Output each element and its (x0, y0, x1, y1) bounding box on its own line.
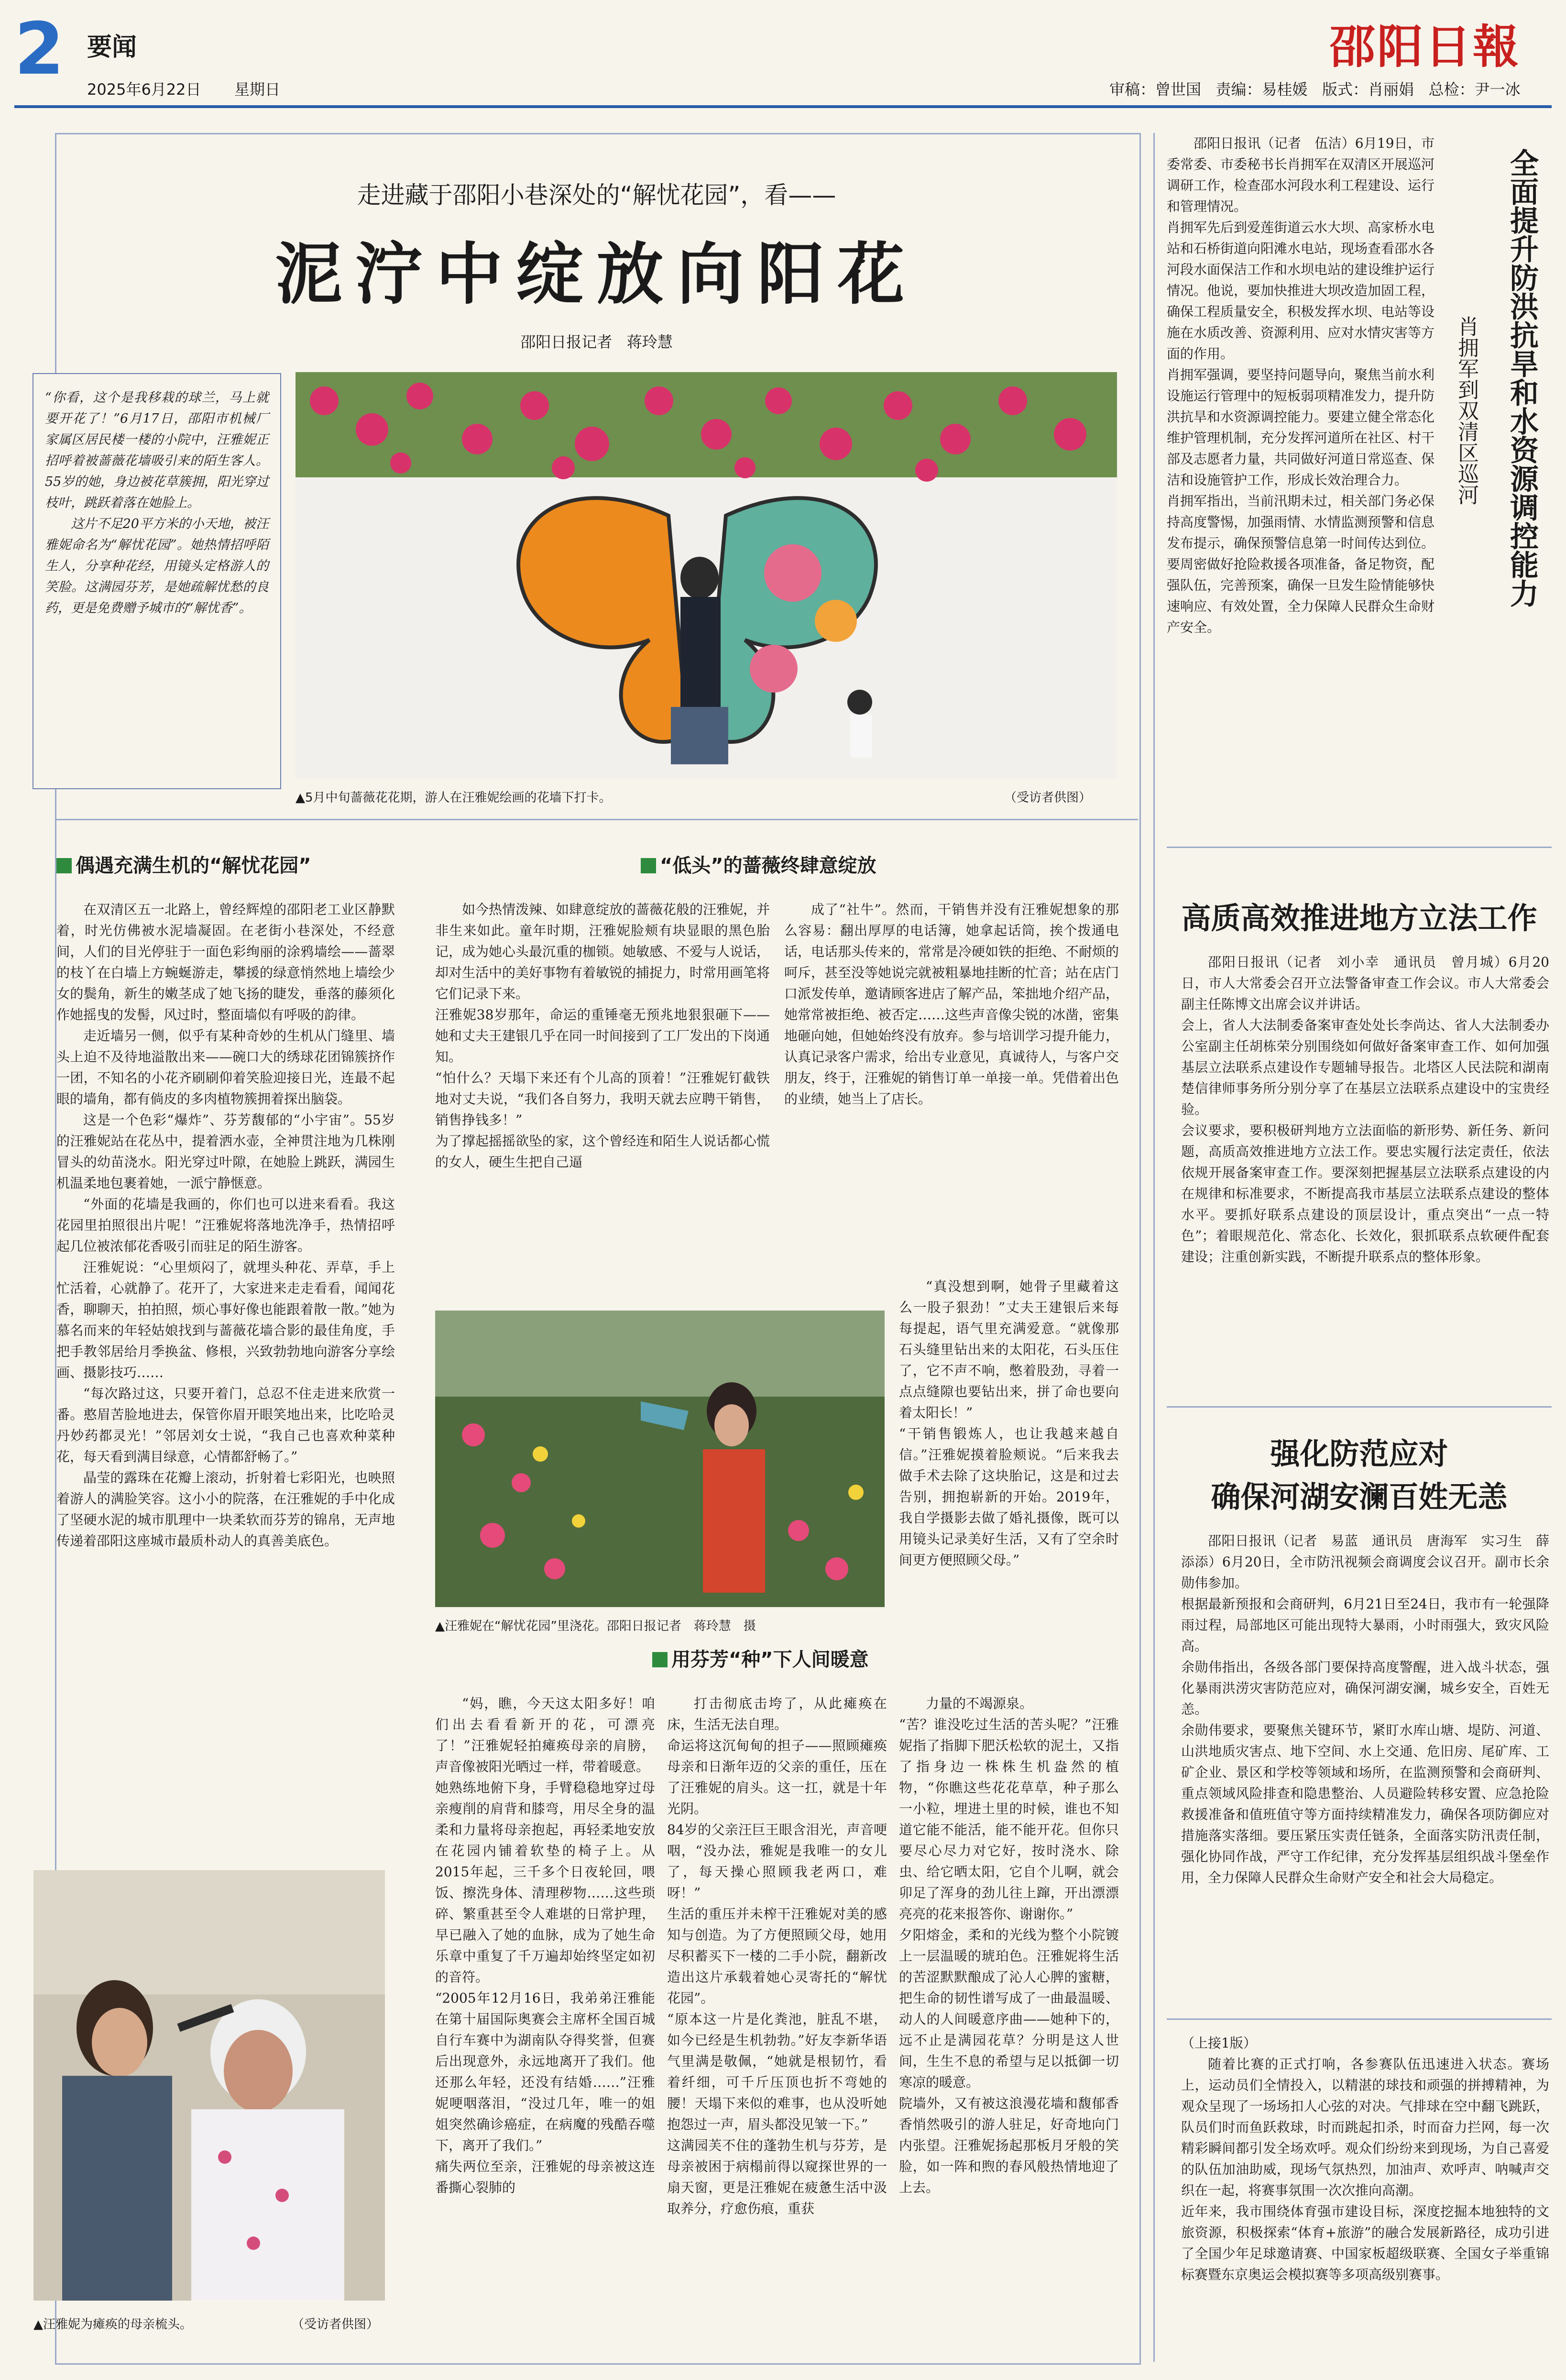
photo1-credit: （受访者供图） (1004, 791, 1092, 805)
sec1-p4: “外面的花墙是我画的，你们也可以进来看看。我这花园里拍照很出片呢！”汪雅妮将落地洗净手，热情招呼起几位被浓郁花香吸引而驻足的陌生游客。 (56, 1196, 395, 1254)
butterfly-wall-image (296, 372, 1117, 779)
right-column-rule (1153, 133, 1155, 2362)
issue-date: 2025年6月22日 (87, 80, 201, 99)
sec2-col-a: 如今热情泼辣、如肆意绽放的蔷薇花般的汪雅妮，并非生来如此。童年时期，汪雅妮脸颊有块显眼的黑色胎记，成为她心头最沉重的枷锁。她敏感、不爱与人说话，却对生活中的美好事物有着敏锐的捕捉力，时常用画笔将它们记录下来。 汪雅妮38岁那年，命运的重锤毫无预兆地狠狠砸下——她和丈夫王建银几乎在同一时间接到了工厂发出的下岗通知。 “怕什么？天塌下来还有个儿高的顶着！”汪雅妮钉截铁地对丈夫说，“我们各自努力，我明天就去应聘干销售，销售挣钱多！” 为了撑起摇摇欲坠的家，这个曾经连和陌生人说话都心慌的女人，硬生生把自己逼 (435, 902, 770, 1170)
sec2-col-b: 成了“社牛”。然而，干销售并没有汪雅妮想象的那么容易：翻出厚厚的电话簿，她拿起话筒，挨个拨通电话，电话那头传来的，常常是冷硬如铁的拒绝、不耐烦的呵斥，甚至没等她说完就被粗暴地挂断的忙音；站在店门口派发传单，邀请顾客进店了解产品，笨拙地介绍产品，她常常被拒绝、被否定……这些声音像尖锐的冰凿，密集地砸向她，但她始终没有放弃。参与培训学习提升能力，认真记录客户需求，给出专业意见，真诚待人，与客户交朋友，终于，汪雅妮的销售订单一单接一单。凭借着出色的业绩，她当上了店长。 (784, 902, 1119, 1107)
sec2-heading (641, 851, 876, 880)
editors-line: 审稿：曾世国 责编：易桂媛 版式：肖丽娟 总检：尹一冰 (1109, 80, 1521, 99)
sec3-heading (652, 1645, 869, 1674)
side3-title-line2: 确保河湖安澜百姓无恙 (1211, 1479, 1508, 1514)
side1-subtitle: 肖拥军到双清区巡河 (1454, 316, 1478, 505)
sec1-p5: 汪雅妮说：“心里烦闷了，就埋头种花、弄草，手上忙活着，心就静了。花开了，大家进来走走看看，闻闻花香，聊聊天，拍拍照，烦心事好像也能跟着散一散。”她为慕名而来的年轻姑娘找到与蔷薇花墙合影的最佳角度，手把手教邻居给月季换盆、修根，兴致勃勃地向游客分享绘画、摄影技巧…… (56, 1259, 395, 1380)
header-rule (14, 105, 1552, 108)
photo-watering-garden (435, 1311, 885, 1607)
sec2-col-b2: “真没想到啊，她骨子里藏着这么一股子狠劲！”丈夫王建银后来每每提起，语气里充满爱意。“就像那石头缝里钻出来的太阳花，石头压住了，它不声不响，憋着股劲，寻着一点点缝隙也要钻出来，拼了命也要向着太阳长！” “干销售锻炼人，也让我越来越自信。”汪雅妮摸着脸颊说。“后来我去做手术去除了这块胎记，这是和过去告别，拥抱崭新的开始。2019年，我自学摄影去做了婚礼摄像，既可以用镜头记录美好生活，又有了空余时间更方便照顾父母。” (899, 1278, 1119, 1568)
photo3-caption: ▲汪雅妮为瘫痪的母亲梳头。 (33, 2317, 192, 2332)
masthead: 邵阳日報 (1329, 20, 1521, 74)
intro-box (33, 373, 281, 789)
sec2-marker (641, 858, 656, 873)
sec1-heading (56, 851, 311, 880)
sec1-title: 偶遇充满生机的“解忧花园” (76, 855, 311, 877)
sec3-col-b: 打击彻底击垮了，从此瘫痪在床，生活无法自理。 命运将这沉甸甸的担子——照顾瘫痪母亲和日渐年迈的父亲的重任，压在了汪雅妮的肩头。这一扛，就是十年光阴。 84岁的父亲汪巨王眼含泪光，声音哽咽，“没办法，雅妮是我唯一的女儿了，每天操心照顾我老两口，难呀！” 生活的重压并未榨干汪雅妮对美的感知与创造。为了方便照顾父母，她用尽积蓄买下一楼的二手小院，翻新改造出这片承载着她心灵寄托的“解忧花园”。 “原本这一片是化粪池，脏乱不堪，如今已经是生机勃勃。”好友李新华语气里满是敬佩，“她就是根韧竹，看着纤细，可千斤压顶也折不弯她的腰！天塌下来似的难事，也从没听她抱怨过一声，眉头都没见皱一下。” 这满园芙不住的蓬勃生机与芬芳，是母亲被困于病榻前得以窥探世界的一扇天窗，更是汪雅妮在疲惫生活中汲取养分，疗愈伤痕，重获 (667, 1696, 887, 2216)
sec1-p3: 这是一个色彩“爆炸”、芬芳馥郁的“小宇宙”。55岁的汪雅妮站在花丛中，提着洒水壶，全神贯注地为几株刚冒头的幼苗浇水。阳光穿过叶隙，在她脸上跳跃，满园生机温柔地包裹着她，一派宁静惬意。 (56, 1112, 395, 1191)
combing-hair-image (33, 1870, 385, 2301)
photo-combing-hair (33, 1870, 385, 2301)
sec1-body (56, 899, 395, 1552)
sec1-p7: 晶莹的露珠在花瓣上滚动，折射着七彩阳光，也映照着游人的满脸笑容。这小小的院落，在汪雅妮的手中化成了坚硬水泥的城市肌理中一块柔软而芬芳的锦帛，无声地传递着邵阳这座城市最质朴动人的真善美底色。 (56, 1470, 395, 1549)
side2-divider (1167, 1406, 1552, 1408)
side3-body: 邵阳日报讯（记者 易蓝 通讯员 唐海军 实习生 薛添添）6月20日，全市防汛视频会商调度会议召开。副市长余勋伟参加。 根据最新预报和会商研判，6月21日至24日，我市有一轮强降雨过程，局部地区可能出现特大暴雨，小时雨强大，致灾风险高。 余勋伟指出，各级各部门要保持高度警醒，进入战斗状态，强化暴雨洪涝灾害防范应对，确保河湖安澜，城乡安全，百姓无恙。 余勋伟要求，要聚焦关键环节，紧盯水库山塘、堤防、河道、山洪地质灾害点、地下空间、水上交通、危旧房、尾矿库、工矿企业、景区和学校等领域和场所，在监测预警和会商研判、重点领域风险排查和隐患整治、人员避险转移安置、应急抢险救援准备和值班值守等方面持续精准发力，确保各项防御应对措施落实落细。要压紧压实责任链条，全面落实防汛责任制，强化协同作战，严守工作纪律，充分发挥基层组织战斗堡垒作用，全力保障人民群众生命财产安全和社会大局稳定。 (1181, 1533, 1549, 1885)
story-divider (55, 819, 1138, 820)
page-number: 2 (14, 8, 65, 91)
photo2-caption: ▲汪雅妮在“解忧花园”里浇花。邵阳日报记者 蒋玲慧 摄 (435, 1619, 756, 1633)
side3-title-line1: 强化防范应对 (1270, 1436, 1448, 1471)
side4-body: 随着比赛的正式打响，各参赛队伍迅速进入状态。赛场上，运动员们全情投入，以精湛的球技和顽强的拼搏精神，为观众呈现了一场场扣人心弦的对决。气排球在空中翻飞跳跃，队员们时而鱼跃救球，时而跳起扣杀，时而奋力拦网，每一次精彩瞬间都引发全场欢呼。观众们纷纷来到现场，为自己喜爱的队伍加油助威，现场气氛热烈，加油声、欢呼声、呐喊声交织在一起，将赛事氛围一次次推向高潮。 近年来，我市围绕体育强市建设目标，深度挖掘本地独特的文旅资源，积极探索“体育+旅游”的融合发展新路径，成功引进了全国少年足球邀请赛、中国家板超级联赛、全国女子举重锦标赛暨东京奥运会模拟赛等多项高级别赛事。 (1181, 2056, 1549, 2282)
watering-garden-image (435, 1311, 885, 1607)
sec1-p1: 在双清区五一北路上，曾经辉煌的邵阳老工业区静默着，时光仿佛被水泥墙凝固。在老街小巷深处，不经意间，人们的目光停驻于一面色彩绚丽的涂鸦墙绘——蔷翠的枝丫在白墙上方蜿蜒游走，攀援的绿意悄然地上墙绘少女的鬓角，新生的嫩茎成了她飞扬的睫发，垂落的藤须化作她摇曳的发髻，风过时，整面墙似有呼吸的韵律。 (56, 902, 395, 1023)
photo1-caption: ▲5月中旬蔷薇花花期，游人在汪雅妮绘画的花墙下打卡。 (296, 791, 612, 805)
main-title: 泥泞中绽放向阳花 (275, 235, 918, 314)
side2-title: 高质高效推进地方立法工作 (1181, 901, 1537, 936)
photo-butterfly-wall (296, 372, 1117, 779)
side2-body: 邵阳日报讯（记者 刘小幸 通讯员 曾月城）6月20日，市人大常委会召开立法警备审查工作会议。市人大常委会副主任陈博文出席会议并讲话。 会上，省人大法制委备案审查处处长李尚达、省人大法制委办公室副主任胡栋荣分别围绕如何做好备案审查工作、如何加强基层立法联系点建设作专题辅导报告。北塔区人民法院和湖南楚信律师事务所分别分享了在基层立法联系点建设中的宝贵经验。 会议要求，要积极研判地方立法面临的新形势、新任务、新问题，高质高效推进地方立法工作。要忠实履行法定责任，依法依规开展备案审查工作。要深刻把握基层立法联系点建设的内在规律和标准要求，不断提高我市基层立法联系点建设的整体水平。要抓好联系点建设的顶层设计，重点突出“一点一特色”；着眼规范化、常态化、长效化，狠抓联系点软硬件配套建设；注重创新实践，不断提升联系点的整体形象。 (1181, 954, 1549, 1265)
sec1-p6: “每次路过这，只要开着门，总忍不住走进来欣赏一番。憨眉苦脸地进去，保管你眉开眼笑地出来，比吃哈灵丹妙药都灵光！”邻居刘女士说，“我自己也喜欢种菜种花，每天看到满目绿意，心情都舒畅了。” (56, 1386, 395, 1465)
sec3-col-a: “妈，瞧，今天这太阳多好！咱们出去看看新开的花，可漂亮了！”汪雅妮轻拍瘫痪母亲的肩膀，声音像被阳光晒过一样，带着暖意。 她熟练地俯下身，手臂稳稳地穿过母亲瘦削的肩背和膝弯，用尽全身的温柔和力量将母亲抱起，再轻柔地安放在花园内铺着软垫的椅子上。从2015年起，三千多个日夜轮回，喂饭、擦洗身体、清理秽物……这些琐碎、繁重甚至令人难堪的日常护理，早已融入了她的血脉，成为了她生命乐章中重复了千万遍却始终坚定如初的音符。 “2005年12月16日，我弟弟汪雅能在第十届国际奥赛会主席杯全国百城自行车赛中为湖南队夺得奖誉，但赛后出现意外，永远地离开了我们。他还那么年轻，还没有结婚……”汪雅妮哽咽落泪，“没过几年，唯一的姐姐突然确诊癌症，在病魔的残酷吞噬下，离开了我们。” 痛失两位至亲，汪雅妮的母亲被这连番撕心裂肺的 (435, 1696, 655, 2195)
side1-divider (1167, 847, 1552, 848)
sec3-title: 用芬芳“种”下人间暖意 (671, 1649, 869, 1671)
sec3-col-c: 力量的不竭源泉。 “苦？谁没吃过生活的苦头呢？”汪雅妮指了指脚下肥沃松软的泥土，又指了指身边一株株生机盎然的植物，“你瞧这些花花草草，种子那么一小粒，埋进土里的时候，谁也不知道它能不能活，能不能开花。但你只要尽心尽力对它好，按时浇水、除虫、给它晒太阳，它自个儿啊，就会卯足了浑身的劲儿往上蹿，开出漂漂亮亮的花来报答你、谢谢你。” 夕阳熔金，柔和的光线为整个小院镀上一层温暖的琥珀色。汪雅妮将生活的苦涩默默酿成了沁人心脾的蜜糖，把生命的韧性谱写成了一曲最温暖、动人的人间暖意序曲——她种下的，远不止是满园花草？分明是这人世间，生生不息的希望与足以抵御一切寒凉的暖意。 院墙外，又有被这浪漫花墙和馥郁香香悄然吸引的游人驻足，好奇地向门内张望。汪雅妮扬起那板月牙般的笑脸，如一阵和煦的春风般热情地迎了上去。 (899, 1696, 1119, 2195)
side1-title: 全面提升防洪抗旱和水资源调控能力 (1505, 148, 1539, 607)
side4-jump: （上接1版） (1181, 2035, 1257, 2051)
sec2-title: “低头”的蔷薇终肆意绽放 (660, 855, 876, 877)
section-name: 要闻 (87, 33, 137, 62)
sec3-marker (652, 1652, 668, 1667)
sec1-p2: 走近墙另一侧，似乎有某种奇妙的生机从门缝里、墙头上迫不及待地溢散出来——碗口大的绣球花团锦簇挤作一团，不知名的小花齐刷刷仰着笑脸迎接日光，连最不起眼的墙角，都有倘皮的多肉植物簇拥着探出脑袋。 (56, 1028, 395, 1107)
sec1-marker (56, 858, 72, 873)
main-byline: 邵阳日报记者 蒋玲慧 (520, 333, 673, 351)
side1-body: 邵阳日报讯（记者 伍洁）6月19日，市委常委、市委秘书长肖拥军在双清区开展巡河调研工作，检查邵水河段水利工程建设、运行和管理情况。 肖拥军先后到爱莲街道云水大坝、高家桥水电站和石桥街道向阳滩水电站，现场查看邵水各河段水面保洁工作和水坝电站的建设维护运行情况。他说，要加快推进大坝改造加固工程，确保工程质量安全，积极发挥水坝、电站等设施在水质改善、资源利用、应对水情灾害等方面的作用。 肖拥军强调，要坚持问题导向，聚焦当前水利设施运行管理中的短板弱项精准发力，提升防洪抗旱和水资源调控能力。要建立健全常态化维护管理机制，充分发挥河道所在社区、村干部及志愿者力量，共同做好河道日常巡查、保洁和设施管护工作，形成长效治理合力。 肖拥军指出，当前汛期未过，相关部门务必保持高度警惕，加强雨情、水情监测预警和信息发布提示，确保预警信息第一时间传达到位。要周密做好抢险救援各项准备，备足物资，配强队伍，完善预案，确保一旦发生险情能够快速响应、有效处置，全力保障人民群众生命财产安全。 (1167, 135, 1435, 635)
side3-divider (1167, 2018, 1552, 2020)
weekday: 星期日 (234, 80, 281, 99)
intro-text: “你看，这个是我移栽的球兰，马上就要开花了！”6月17日，邵阳市机械厂家属区居民楼一楼的小院中，汪雅妮正招呼着被蔷薇花墙吸引来的陌生客人。55岁的她，身边被花草簇拥，阳光穿过枝叶，跳跃着落在她脸上。 这片不足20平方米的小天地，被汪雅妮命名为“解忧花园”。她热情招呼陌生人，分享种花经，用镜头定格游人的笑脸。这满园芬芳，是她疏解忧愁的良药，更是免费赠予城市的“解忧香”。 (45, 390, 269, 616)
photo3-credit: （受访者供图） (292, 2317, 379, 2332)
main-kicker: 走进藏于邵阳小巷深处的“解忧花园”，看—— (357, 181, 836, 209)
